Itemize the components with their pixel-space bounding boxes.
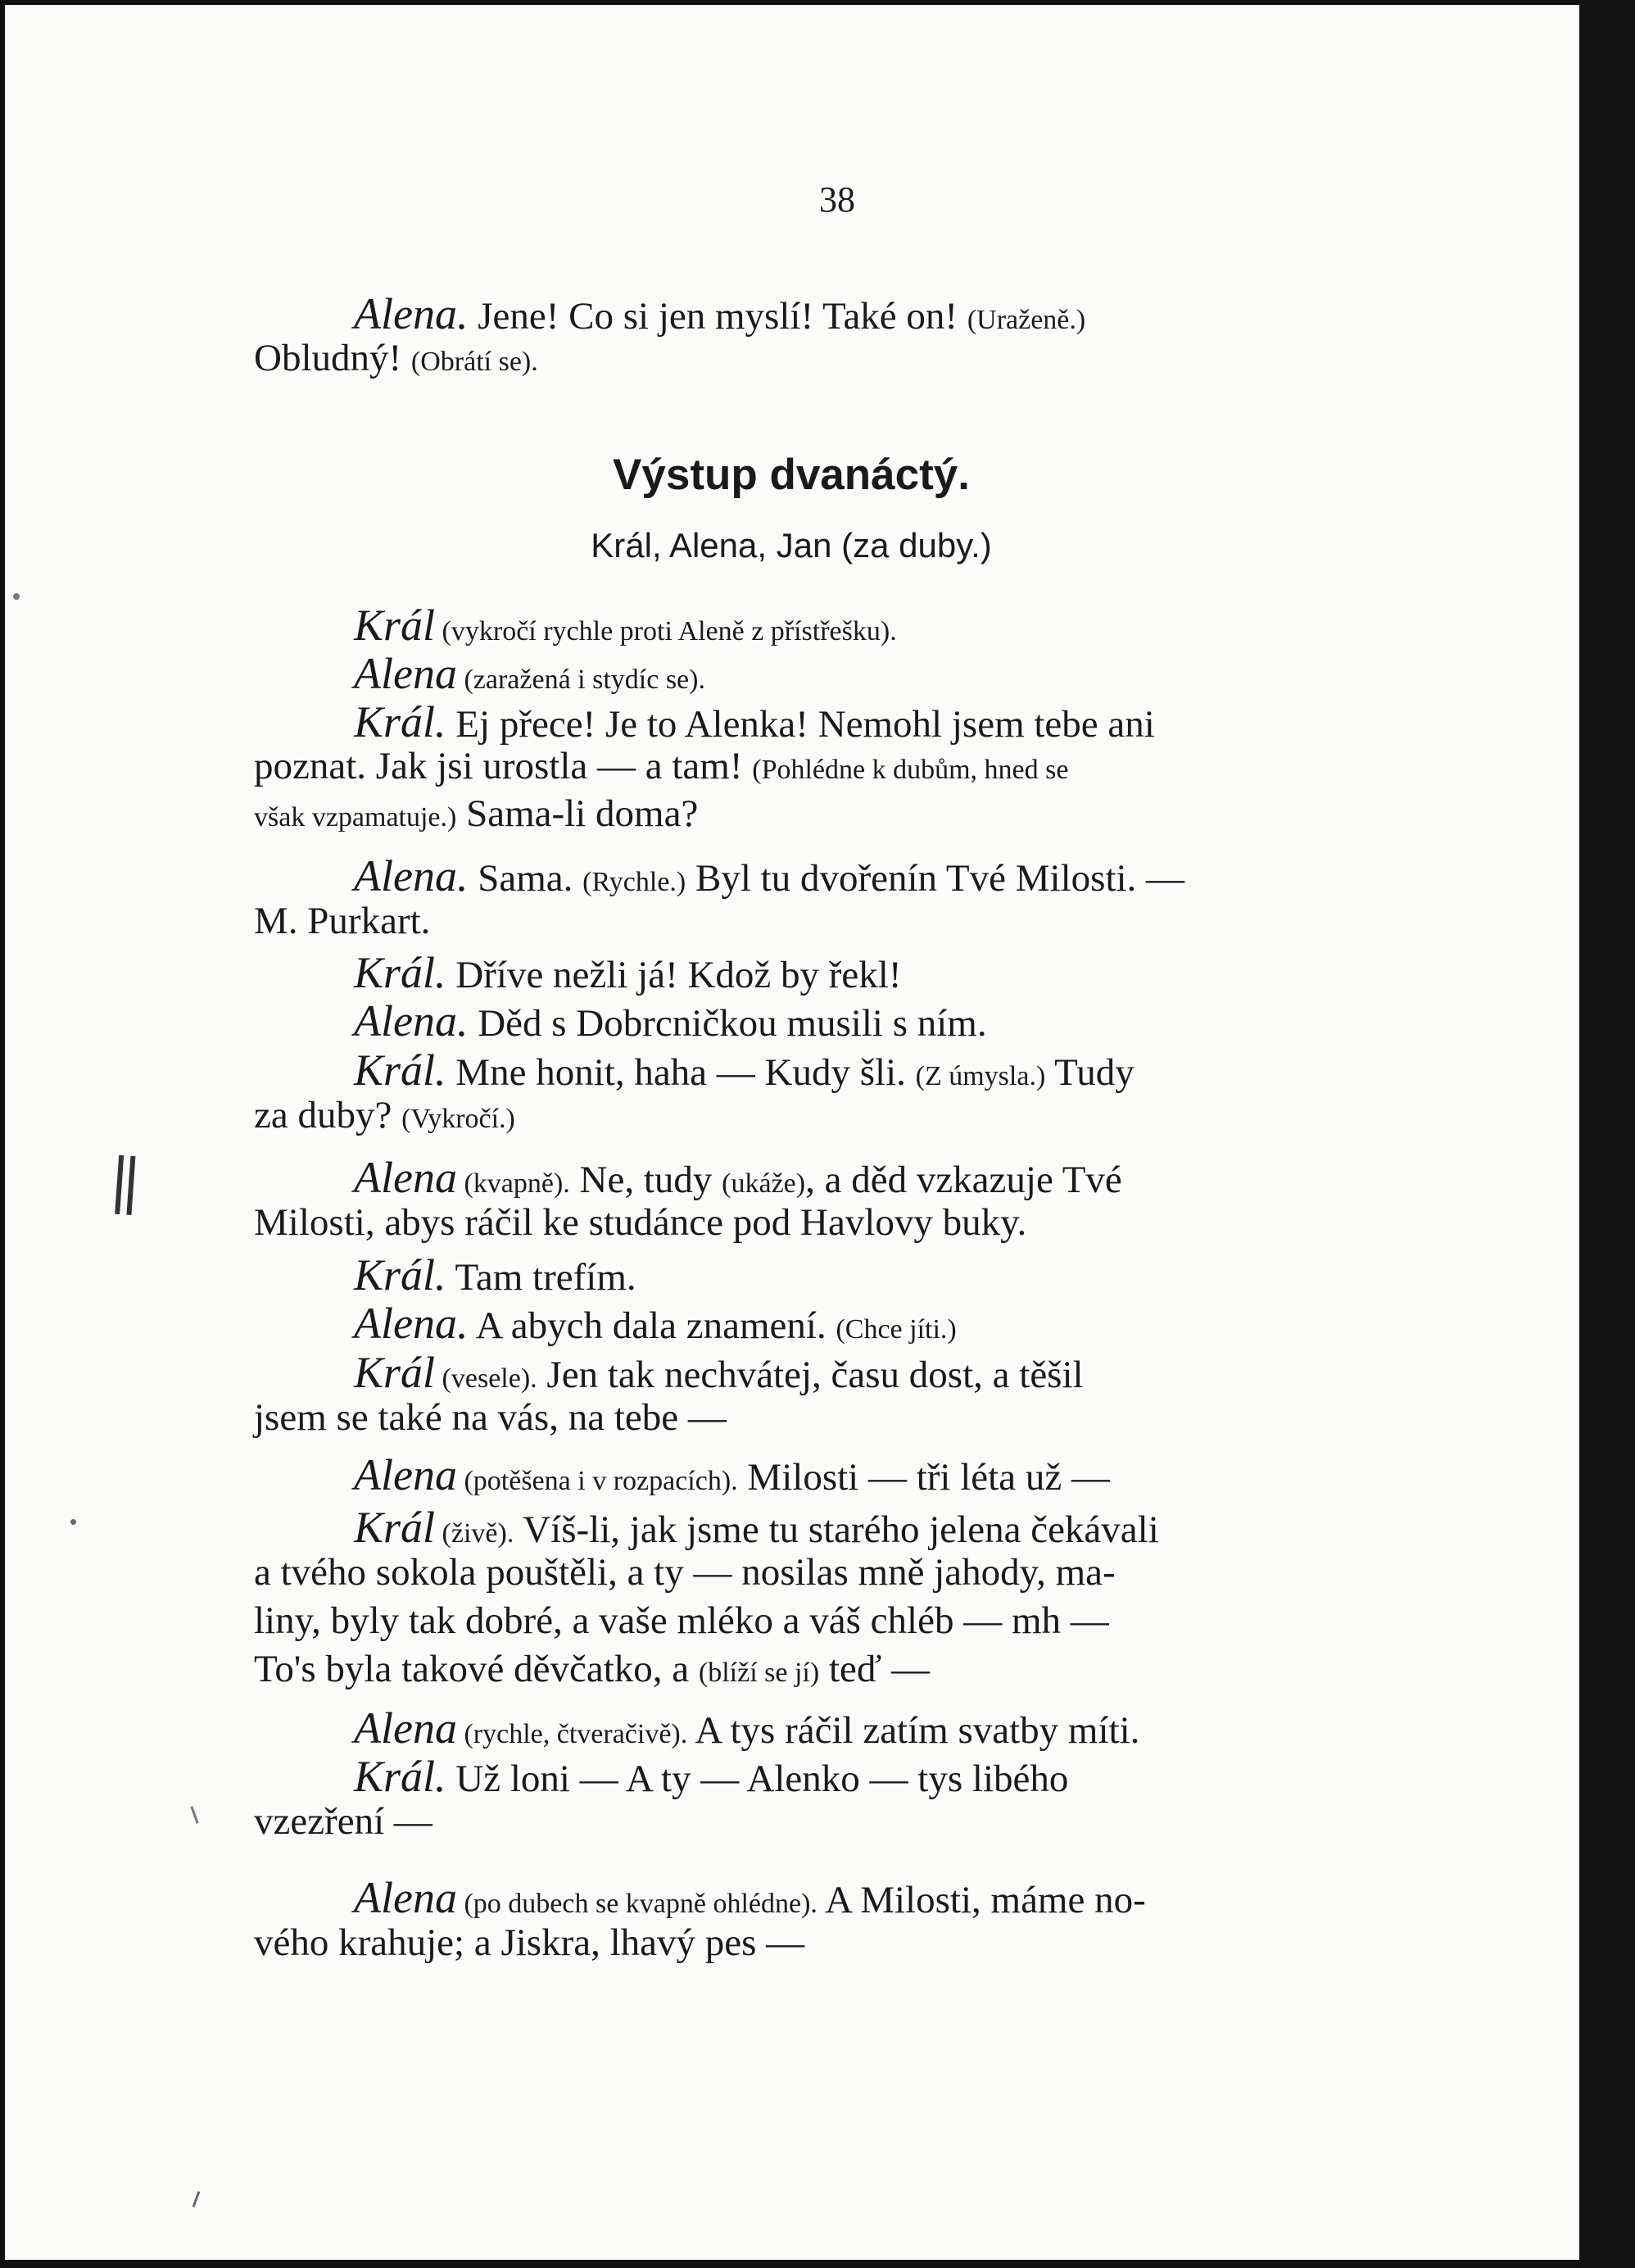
text-line: [354, 651, 705, 696]
stage-direction: (kvapně).: [456, 1168, 570, 1199]
dialogue-text: Ej přece! Je to Alenka! Nemohl jsem tebe ani: [446, 703, 1155, 746]
dialogue-text: Obludný!: [254, 337, 411, 379]
dialogue-text: za duby?: [254, 1094, 402, 1136]
text-line: [354, 1450, 1110, 1499]
page-number: 38: [819, 179, 855, 220]
stage-direction: (potěšena i v rozpacích).: [456, 1466, 738, 1496]
speaker-name: Alena.: [354, 289, 469, 338]
speaker-name: Alena.: [354, 1299, 469, 1348]
dialogue-text: Už loni — A ty — Alenko — tys libého: [446, 1758, 1069, 1800]
text-line: [254, 1396, 727, 1439]
dialogue-text: Byl tu dvořenín Tvé Milosti. —: [686, 857, 1185, 900]
text-line: [254, 1800, 433, 1843]
text-line: [254, 1201, 1027, 1244]
dialogue-text: Jene! Co si jen myslí! Také on!: [468, 295, 967, 338]
dialogue-text: Ne, tudy: [569, 1159, 722, 1201]
speaker-name: Alena: [354, 1873, 457, 1922]
speaker-name: Král.: [354, 1752, 446, 1801]
intro-block: [254, 289, 1420, 390]
book-page: [5, 5, 1579, 2260]
text-line: [354, 996, 987, 1046]
text-line: [354, 1873, 1146, 1922]
dialogue-text: Sama.: [468, 857, 583, 900]
stage-direction: (vykročí rychle proti Aleně z přístřešku).: [435, 616, 897, 646]
stage-direction: (živě).: [435, 1518, 514, 1549]
text-line: [354, 601, 897, 650]
scene-heading: Výstup dvanáctý.: [613, 451, 970, 499]
margin-speck: [13, 593, 20, 600]
text-line: [354, 1350, 1084, 1395]
text-line: [354, 950, 902, 995]
dialogue-text: a tvého sokola pouštěli, a ty — nosilas mně jahody, ma-: [254, 1551, 1116, 1594]
stage-direction: (ukáže): [722, 1168, 806, 1199]
dialogue-text: Tam trefím.: [446, 1256, 636, 1299]
stage-direction: (Obrátí se).: [410, 347, 538, 377]
speaker-name: Alena: [354, 1153, 457, 1202]
stage-direction: však vzpamatuje.): [254, 802, 457, 832]
dialogue-text: A Milosti, máme no-: [817, 1879, 1146, 1921]
speaker-name: Alena: [354, 1703, 457, 1753]
dialogue-text: jsem se také na vás, na tebe —: [254, 1396, 727, 1439]
text-line: [254, 747, 1068, 786]
text-line: [354, 1250, 636, 1300]
stage-direction: (blíží se jí): [698, 1658, 820, 1688]
text-line: [354, 1503, 1159, 1552]
stage-direction: (Z úmysla.): [915, 1061, 1046, 1091]
text-line: [254, 1599, 1109, 1642]
dialogue-text: Víš-li, jak jsme tu starého jelena čekávali: [514, 1508, 1159, 1551]
dialogue-text: Tudy: [1045, 1051, 1135, 1094]
text-line: [254, 902, 430, 941]
dialogue-text: A abych dala znamení.: [468, 1304, 836, 1347]
dialogue-text: A tys ráčil zatím svatby míti.: [687, 1709, 1140, 1752]
stage-direction: (Chce jíti.): [836, 1314, 957, 1345]
scan-edge: [1579, 0, 1635, 2268]
margin-speck: [190, 1806, 198, 1824]
text-line: [354, 851, 1185, 900]
speaker-name: Král: [354, 1348, 436, 1397]
speaker-name: Král: [354, 1503, 436, 1552]
margin-speck: [192, 2191, 201, 2207]
dialogue-text: Dříve nežli já! Kdož by řekl!: [446, 954, 902, 996]
dialogue-text: M. Purkart.: [254, 900, 431, 942]
scene-cast: Král, Alena, Jan (za duby.): [591, 526, 992, 565]
text-line: [254, 1650, 930, 1689]
text-line: [354, 1046, 1135, 1095]
speaker-name: Král: [354, 601, 436, 650]
margin-speck: [70, 1519, 76, 1525]
speaker-name: Král.: [354, 1046, 446, 1095]
dialogue-text: Milosti, abys ráčil ke studánce pod Havlovy buky.: [254, 1201, 1027, 1244]
speaker-name: Král.: [354, 697, 446, 746]
speaker-name: Alena.: [354, 996, 469, 1046]
stage-direction: (Rychle.): [582, 867, 686, 897]
speaker-name: Král.: [354, 948, 446, 997]
text-line: [254, 792, 699, 835]
text-line: [254, 1096, 515, 1135]
stage-direction: (po dubech se kvapně ohlédne).: [456, 1889, 818, 1919]
text-line: [254, 339, 538, 378]
dialogue-text: Děd s Dobrcničkou musili s ním.: [468, 1002, 987, 1045]
speaker-name: Alena: [354, 649, 457, 698]
speaker-name: Král.: [354, 1250, 446, 1300]
stage-direction: (vesele).: [435, 1363, 537, 1394]
text-line: [354, 1703, 1140, 1753]
text-line: [354, 289, 1086, 338]
speaker-name: Alena: [354, 1450, 457, 1499]
speaker-name: Alena.: [354, 851, 469, 900]
dialogue-text: liny, byly tak dobré, a vaše mléko a váš chléb — mh —: [254, 1599, 1109, 1642]
dialogue-text: Sama-li doma?: [456, 792, 699, 835]
stage-direction: (Pohlédne k dubům, hned se: [752, 755, 1069, 785]
text-line: [254, 1551, 1116, 1594]
text-line: [354, 697, 1155, 746]
dialogue-text: Mne honit, haha — Kudy šli.: [446, 1051, 916, 1094]
dialogue-text: teď —: [819, 1648, 930, 1690]
dialogue-text: poznat. Jak jsi urostla — a tam!: [254, 745, 753, 787]
dialogue-block: [254, 603, 1420, 1980]
dialogue-text: Jen tak nechvátej, času dost, a těšil: [537, 1354, 1084, 1396]
stage-direction: (rychle, čtveračivě).: [456, 1719, 688, 1749]
dialogue-text: To's byla takové děvčatko, a: [254, 1648, 699, 1690]
stage-direction: (zaražená i stydíc se).: [456, 665, 705, 695]
text-line: [354, 1155, 1122, 1200]
text-line: [354, 1754, 1068, 1799]
dialogue-text: vého krahuje; a Jiskra, lhavý pes —: [254, 1921, 805, 1964]
dialogue-text: Milosti — tři léta už —: [737, 1456, 1110, 1499]
stage-direction: (Vykročí.): [401, 1104, 515, 1134]
stage-direction: (Uraženě.): [967, 305, 1086, 335]
margin-pencil-mark: ||: [107, 1145, 136, 1215]
dialogue-text: , a děd vzkazuje Tvé: [805, 1159, 1122, 1201]
dialogue-text: vzezření —: [254, 1800, 433, 1843]
text-line: [354, 1299, 957, 1348]
text-line: [254, 1921, 805, 1964]
